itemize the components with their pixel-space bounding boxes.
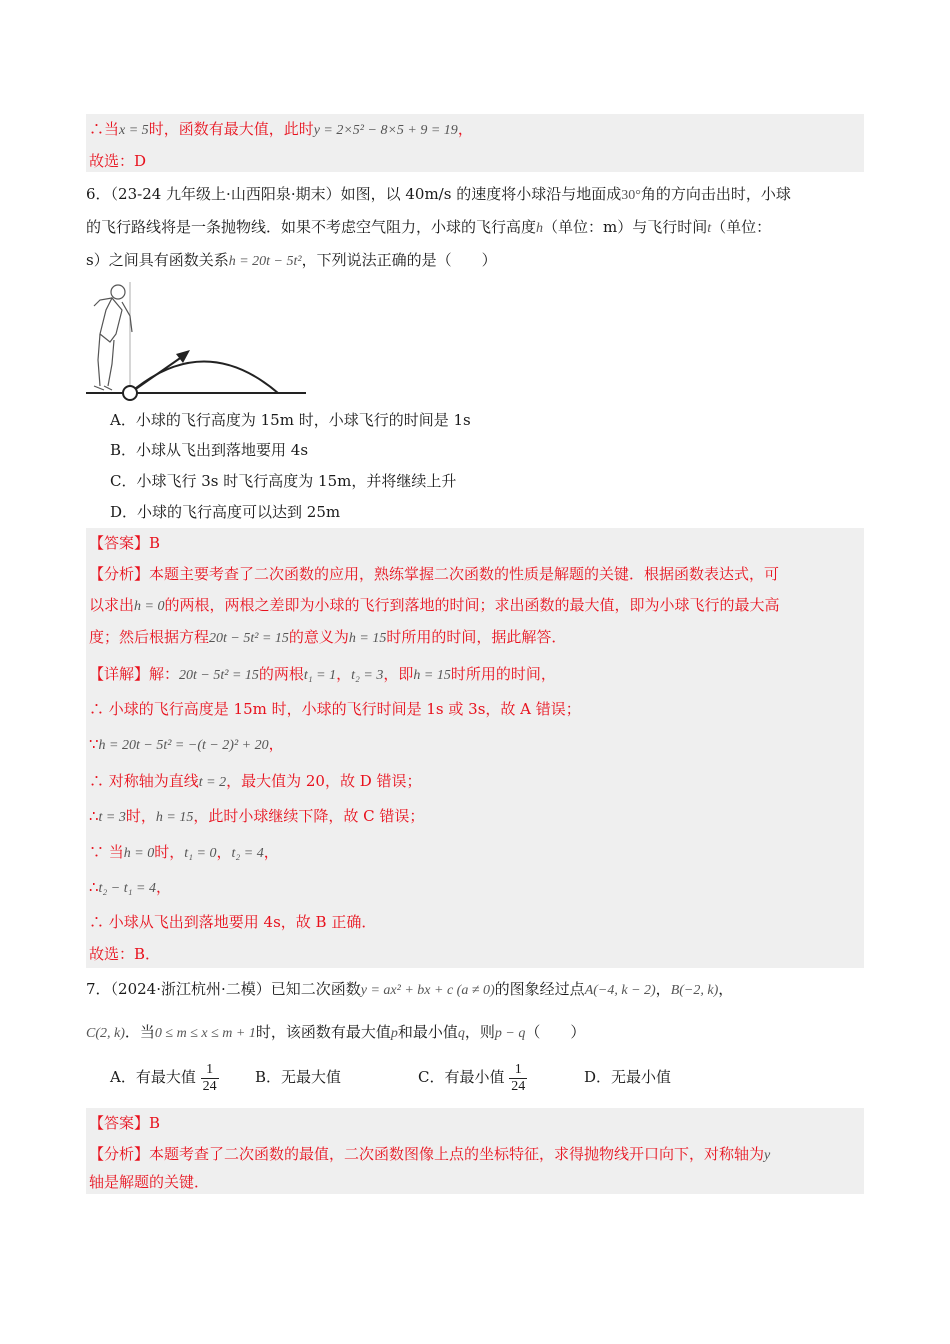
- q6-detail-line-1: 【详解】解：20t − 5t² = 15的两根t₁ = 1，t₂ = 3，即h = 15时所用的时间，: [89, 665, 556, 683]
- q6-detail-line-4: ∴ 对称轴为直线t = 2，最大值为 20，故 D 错误；: [89, 772, 422, 790]
- q6-answer: 【答案】B: [89, 534, 161, 552]
- golf-trajectory-figure: [86, 280, 326, 402]
- q6-choice: 故选：B．: [89, 945, 161, 963]
- q6-detail-line-8: ∴ 小球从飞出到落地要用 4s，故 B 正确．: [89, 913, 377, 931]
- q6-stem-line-2: 的飞行路线将是一条抛物线．如果不考虑空气阻力，小球的飞行高度h（单位：m）与飞行时间t（单位：: [86, 218, 772, 236]
- q6-option-d[interactable]: D．小球的飞行高度可以达到 25m: [110, 503, 341, 521]
- q7-option-c[interactable]: C．有最小值 $\frac{1}{24}$: [418, 1061, 526, 1094]
- fraction: $\frac{1}{24}$: [511, 1061, 526, 1094]
- arrow-head: [176, 350, 190, 363]
- q7-stem-line-1: 7．（2024·浙江杭州·二模）已知二次函数y = ax² + bx + c (a ≠ 0)的图象经过点A(−4, k − 2)，B(−2, k)，: [86, 980, 734, 998]
- fraction: $\frac{1}{24}$: [202, 1061, 217, 1094]
- q6-option-b[interactable]: B．小球从飞出到落地要用 4s: [110, 441, 309, 459]
- q6-detail-line-3: ∵h = 20t − 5t² = −(t − 2)² + 20，: [89, 735, 284, 753]
- q6-analysis-line-3: 度；然后根据方程20t − 5t² = 15的意义为h = 15时所用的时间，据此解答．: [89, 628, 567, 646]
- q6-stem-line-3: s）之间具有函数关系h = 20t − 5t²，下列说法正确的是（ ）: [86, 251, 497, 269]
- q6-stem-line-1: 6．（23-24 九年级上·山西阳泉·期末）如图，以 40m/s 的速度将小球沿与地面成30°角的方向击出时，小球: [86, 185, 791, 203]
- q7-option-b[interactable]: B．无最大值: [255, 1068, 342, 1086]
- q7-stem-line-2: C(2, k)．当0 ≤ m ≤ x ≤ m + 1时，该函数有最大值p和最小值q，则p − q（ ）: [86, 1023, 586, 1041]
- q6-analysis-line-2: 以求出h = 0的两根，两根之差即为小球的飞行到落地的时间；求出函数的最大值，即为小球飞行的最大高: [89, 596, 780, 614]
- q7-analysis-line-2: 轴是解题的关键．: [89, 1173, 210, 1191]
- prev-solution-line-1: ∴当x = 5时，函数有最大值，此时y = 2×5² − 8×5 + 9 = 19，: [89, 120, 473, 138]
- q7-analysis-line-1: 【分析】本题考查了二次函数的最值，二次函数图像上点的坐标特征，求得抛物线开口向下，对称轴为y: [89, 1145, 771, 1163]
- q7-answer: 【答案】B: [89, 1114, 161, 1132]
- q6-detail-line-2: ∴ 小球的飞行高度是 15m 时，小球的飞行时间是 1s 或 3s，故 A 错误；: [89, 700, 581, 718]
- launch-arrow: [130, 354, 186, 393]
- prev-solution-choice: 故选：D: [89, 152, 147, 170]
- q6-detail-line-6: ∵ 当h = 0时，t₁ = 0，t₂ = 4，: [89, 843, 279, 861]
- q6-option-a[interactable]: A．小球的飞行高度为 15m 时，小球飞行的时间是 1s: [110, 411, 471, 429]
- q6-analysis-line-1: 【分析】本题主要考查了二次函数的应用，熟练掌握二次函数的性质是解题的关键．根据函数表达式，可: [89, 565, 780, 583]
- q6-detail-line-7: ∴t₂ − t₁ = 4，: [89, 878, 171, 896]
- q6-option-c[interactable]: C．小球飞行 3s 时飞行高度为 15m，并将继续上升: [110, 472, 457, 490]
- golfer-icon: [94, 285, 132, 390]
- q6-detail-line-5: ∴t = 3时，h = 15，此时小球继续下降，故 C 错误；: [89, 807, 425, 825]
- q7-option-a[interactable]: A．有最大值 $\frac{1}{24}$: [110, 1061, 217, 1094]
- ball: [123, 386, 137, 400]
- q7-option-d[interactable]: D．无最小值: [584, 1068, 672, 1086]
